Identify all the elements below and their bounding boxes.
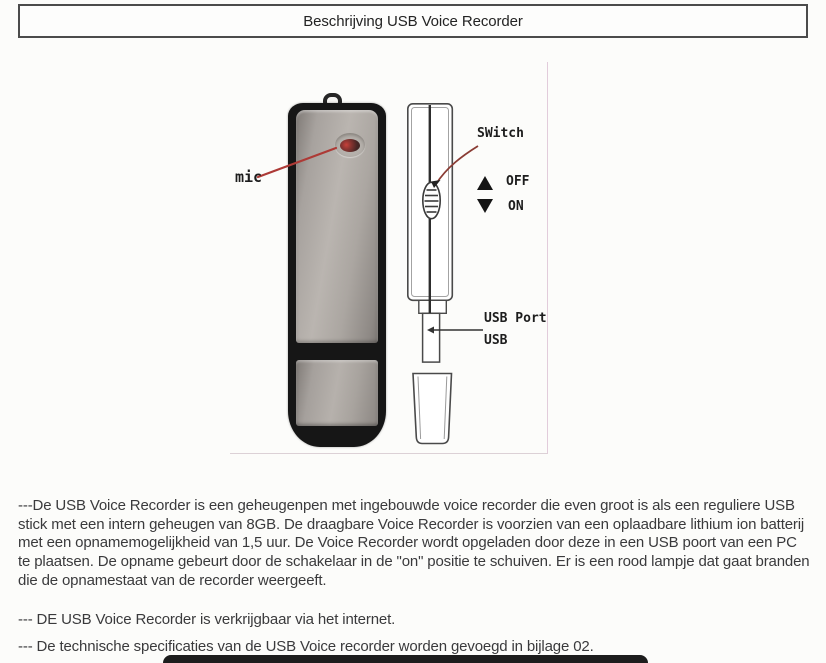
cap-drawing	[413, 374, 452, 444]
mic-label: mic	[235, 168, 263, 186]
switch-drawing	[423, 182, 440, 218]
line-drawing-svg	[230, 62, 548, 454]
up-triangle-icon	[477, 176, 493, 190]
title-box	[18, 4, 808, 38]
body-text	[18, 497, 810, 657]
down-triangle-icon	[477, 199, 493, 213]
bottom-redaction-bar	[163, 655, 648, 663]
paragraph-description: ---De USB Voice Recorder is een geheugenpen met ingebouwde voice recorder die even groot is als een reguliere USB stick met een intern geheugen van 8GB. De draagbare Voice Recorder is voorzien van een oplaadbare lithium ion batterij met een opnamemogelijkheid van 1,5 uur. De Voice Recorder wordt opgeladen door deze in een USB poort van een PC te plaatsen. De opname gebeurt door de schakelaar in de "on" positie te schuiven. Er is een rood lampje dat gaat branden die de opnamestaat van de recorder weergeeft.	[18, 497, 810, 589]
on-label: ON	[508, 199, 524, 214]
product-diagram-figure	[230, 62, 548, 454]
usb-port-label: USB Port	[484, 311, 547, 326]
page-title: Beschrijving USB Voice Recorder	[303, 12, 523, 30]
off-label: OFF	[506, 174, 530, 189]
usb-label: USB	[484, 333, 508, 348]
paragraph-specifications: --- De technische specificaties van de USB Voice recorder worden gevoegd in bijlage 02.	[18, 638, 594, 656]
paragraph-availability: --- DE USB Voice Recorder is verkrijgbaar via het internet.	[18, 610, 396, 628]
mic-callout-line	[258, 148, 336, 177]
switch-label: SWitch	[477, 126, 524, 141]
